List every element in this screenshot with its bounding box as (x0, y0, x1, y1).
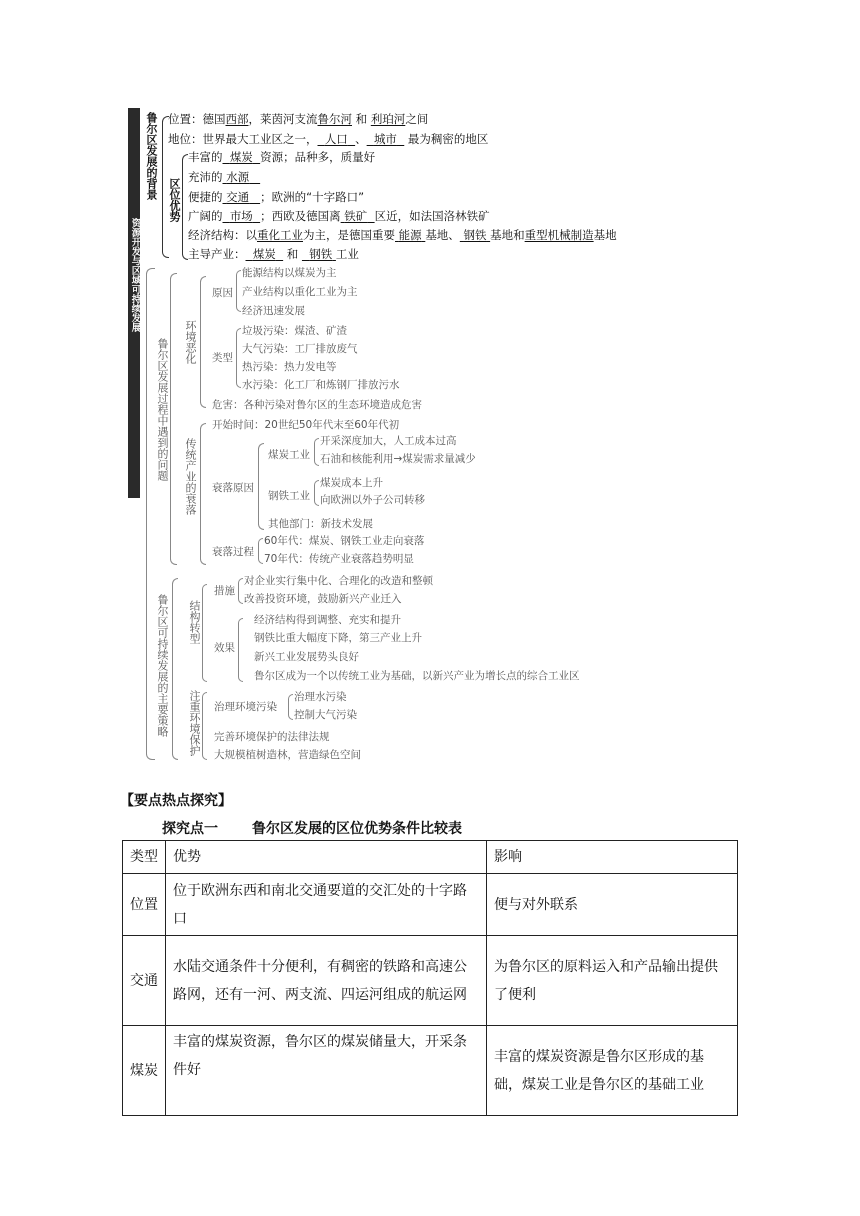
section-heading: 【要点热点探究】 (120, 793, 232, 809)
decline-title: 传统产业的衰落 (184, 438, 197, 515)
status-line: 地位：世界最大工业区之一， 人口 、 城市 最为稠密的地区 (168, 132, 489, 146)
harm-line: 危害：各种污染对鲁尔区的生态环境造成危害 (212, 399, 422, 411)
type-item: 垃圾污染：煤渣、矿渣 (242, 325, 347, 337)
steel-label: 钢铁工业 (268, 490, 310, 502)
coal-item: 开采深度加大，人工成本过高 (320, 435, 457, 447)
env-title: 环境恶化 (184, 320, 197, 364)
steel-item: 煤炭成本上升 (320, 477, 383, 489)
steel-item: 向欧洲以外子公司转移 (320, 494, 425, 506)
table-header-cell: 类型 (123, 841, 166, 874)
table-cell: 丰富的煤炭资源是鲁尔区形成的基础，煤炭工业是鲁尔区的基础工业 (487, 1026, 738, 1116)
type-bracket (236, 328, 241, 388)
table-header-cell: 优势 (166, 841, 487, 874)
effect-item: 钢铁比重大幅度下降，第三产业上升 (254, 632, 422, 644)
main-bracket (146, 268, 155, 760)
section2-bracket (170, 273, 177, 565)
effect-item: 新兴工业发展势头良好 (254, 651, 359, 663)
section3-title: 鲁尔区可持续发展的主要策略 (156, 594, 169, 737)
table-cell: 水陆交通条件十分便利，有稠密的铁路和高速公路网，还有一河、两支流、四运河组成的航运网 (166, 936, 487, 1026)
control-item: 控制大气污染 (294, 709, 357, 721)
table-header-row (123, 841, 738, 874)
side-title: 资源开发与区域可持续发展 (129, 218, 141, 332)
type-item: 大气污染：工厂排放废气 (242, 343, 358, 355)
coal-item: 石油和核能利用→煤炭需求量减少 (320, 453, 476, 465)
control-bracket (288, 694, 293, 720)
law-line: 完善环境保护的法律法规 (214, 731, 330, 743)
adv-transport: 便捷的 交通 ；欧洲的“十字路口” (188, 190, 365, 204)
effect-bracket (238, 618, 243, 682)
restructure-bracket (202, 584, 207, 682)
section2-title: 鲁尔区发展过程中遇到的问题 (156, 338, 169, 481)
table-header-cell: 影响 (487, 841, 738, 874)
table-row (123, 874, 738, 936)
decline-reason-bracket (258, 443, 264, 530)
adv-water: 充沛的 水源 (188, 170, 250, 184)
table-cell: 位置 (123, 874, 166, 936)
type-item: 水污染：化工厂和炼钢厂排放污水 (242, 379, 400, 391)
table-cell: 为鲁尔区的原料运入和产品输出提供了便利 (487, 936, 738, 1026)
restructure-title: 结构转型 (188, 600, 201, 644)
effect-item: 经济结构得到调整、充实和提升 (254, 614, 401, 626)
leading-industry: 主导产业： 煤炭 和 钢铁 工业 (188, 247, 359, 261)
table-cell: 位于欧洲东西和南北交通要道的交汇处的十字路口 (166, 874, 487, 936)
measure-item: 对企业实行集中化、合理化的改造和整顿 (244, 575, 433, 587)
start-time: 开始时间：20世纪50年代末至60年代初 (212, 419, 400, 431)
process-item: 70年代：传统产业衰落趋势明显 (264, 553, 414, 565)
cause-item: 能源结构以煤炭为主 (242, 267, 337, 279)
location-line: 位置：德国西部，莱茵河支流鲁尔河 和 利珀河之间 (168, 112, 429, 126)
type-label: 类型 (212, 352, 233, 364)
comparison-table (122, 840, 738, 1116)
process-item: 60年代：煤炭、钢铁工业走向衰落 (264, 535, 425, 547)
measure-bracket (238, 578, 243, 604)
economic-structure: 经济结构：以重化工业为主，是德国重要 能源 基地、 钢铁 基地和重型机械制造基地 (188, 228, 617, 242)
coal-label: 煤炭工业 (268, 449, 310, 461)
section3-bracket (172, 578, 178, 760)
table-cell: 交通 (123, 936, 166, 1026)
coal-bracket (314, 438, 319, 466)
table-row (123, 1026, 738, 1116)
section1-title: 鲁尔区发展的背景 (145, 112, 158, 200)
effect-label: 效果 (214, 642, 235, 654)
cause-label: 原因 (212, 287, 233, 299)
env-protect-bracket (202, 692, 207, 760)
effect-item: 鲁尔区成为一个以传统工业为基础，以新兴产业为增长点的综合工业区 (254, 670, 580, 682)
decline-reason-label: 衰落原因 (212, 482, 254, 494)
adv-market: 广阔的 市场 ；西欧及德国离 铁矿 区近，如法国洛林铁矿 (188, 209, 490, 223)
cause-item: 经济迅速发展 (242, 305, 305, 317)
cause-bracket (236, 270, 241, 312)
measure-item: 改善投资环境，鼓励新兴产业迁入 (244, 593, 402, 605)
env-bracket (200, 276, 206, 408)
control-label: 治理环境污染 (214, 701, 277, 713)
adv-coal: 丰富的 煤炭 资源；品种多，质量好 (188, 150, 376, 164)
table-cell: 便与对外联系 (487, 874, 738, 936)
green-line: 大规模植树造林，营造绿色空间 (214, 749, 361, 761)
process-label: 衰落过程 (212, 546, 254, 558)
mind-map (128, 108, 728, 768)
env-protect-title: 注重环境保护 (188, 690, 201, 756)
steel-bracket (314, 480, 319, 506)
table-cell: 丰富的煤炭资源，鲁尔区的煤炭储量大，开采条件好 (166, 1026, 487, 1116)
table-cell: 煤炭 (123, 1026, 166, 1116)
measure-label: 措施 (214, 585, 235, 597)
subheading: 探究点一 鲁尔区发展的区位优势条件比较表 (162, 821, 462, 837)
process-bracket (258, 538, 263, 564)
table-row (123, 936, 738, 1026)
type-item: 热污染：热力发电等 (242, 361, 337, 373)
other-sector: 其他部门：新技术发展 (268, 518, 373, 530)
cause-item: 产业结构以重化工业为主 (242, 286, 358, 298)
advantage-title: 区位优势 (168, 178, 181, 222)
decline-bracket (200, 423, 206, 565)
control-item: 治理水污染 (294, 691, 347, 703)
